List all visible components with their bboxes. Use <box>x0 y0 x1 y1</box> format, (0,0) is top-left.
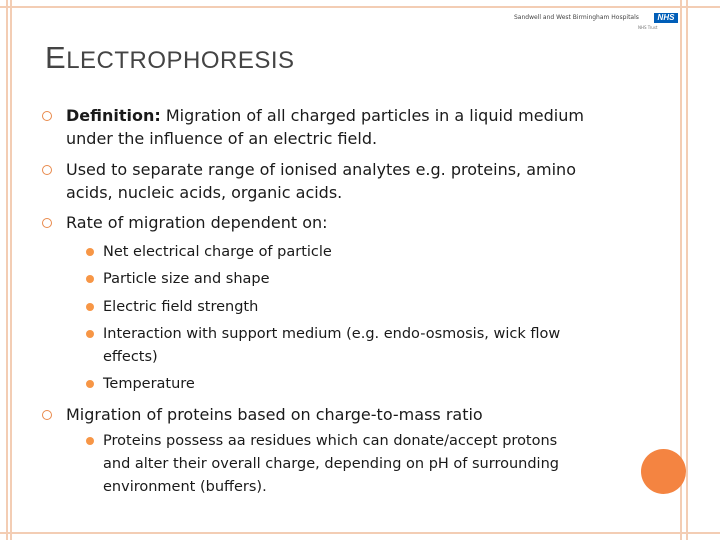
bullet-text: Rate of migration dependent on: <box>66 213 328 232</box>
bullet-usage <box>66 158 626 204</box>
bullet-text: Migration of proteins based on charge-to-mass ratio <box>66 405 483 424</box>
sub-bullet-text: Proteins possess aa residues which can donate/accept protons <box>103 433 558 449</box>
sub-bullet-dot <box>86 248 94 256</box>
bullet-text: Migration of all charged particles in a liquid medium <box>160 106 584 125</box>
slide-title <box>45 40 295 76</box>
nhs-badge: NHS <box>654 13 678 23</box>
bullet-icon <box>42 410 52 420</box>
sub-bullet-text: environment (buffers). <box>103 479 267 495</box>
bullet-rate <box>66 211 626 234</box>
logo-subtitle: NHS Trust <box>638 25 658 30</box>
left-border-line-inner <box>10 0 12 540</box>
bullet-definition <box>66 104 626 150</box>
bullet-proteins <box>66 403 626 426</box>
left-border-line <box>6 0 8 540</box>
sub-bullet-dot <box>86 275 94 283</box>
sub-bullet-text: effects) <box>103 349 158 365</box>
bullet-icon <box>42 111 52 121</box>
sub-bullet-item <box>103 323 613 369</box>
sub-bullet-item <box>103 430 613 499</box>
hospital-logo <box>514 12 680 34</box>
top-border-line <box>0 6 720 8</box>
sub-bullet-dot <box>86 437 94 445</box>
bullet-text: acids, nucleic acids, organic acids. <box>66 183 343 202</box>
sub-bullet-text: and alter their overall charge, depending on pH of surrounding <box>103 456 559 472</box>
title-rest: LECTROPHORESIS <box>66 47 295 74</box>
bullet-icon <box>42 165 52 175</box>
sub-bullet-text: Interaction with support medium (e.g. endo-osmosis, wick flow <box>103 326 561 342</box>
bullet-icon <box>42 218 52 228</box>
sub-bullet-item: Electric field strength <box>103 299 259 315</box>
title-initial: E <box>45 40 67 75</box>
sub-bullet-dot <box>86 303 94 311</box>
sub-bullet-item: Temperature <box>103 376 195 392</box>
definition-label: Definition: <box>66 106 161 125</box>
sub-bullet-dot <box>86 380 94 388</box>
bottom-border-line <box>0 532 720 534</box>
right-border-line <box>686 0 688 540</box>
decorative-orange-circle <box>641 449 686 494</box>
logo-org-name: Sandwell and West Birmingham Hospitals <box>514 14 639 21</box>
sub-bullet-item: Particle size and shape <box>103 271 270 287</box>
sub-bullet-dot <box>86 330 94 338</box>
sub-bullet-item: Net electrical charge of particle <box>103 244 332 260</box>
bullet-text: Used to separate range of ionised analytes e.g. proteins, amino <box>66 160 576 179</box>
bullet-text: under the influence of an electric field. <box>66 129 378 148</box>
